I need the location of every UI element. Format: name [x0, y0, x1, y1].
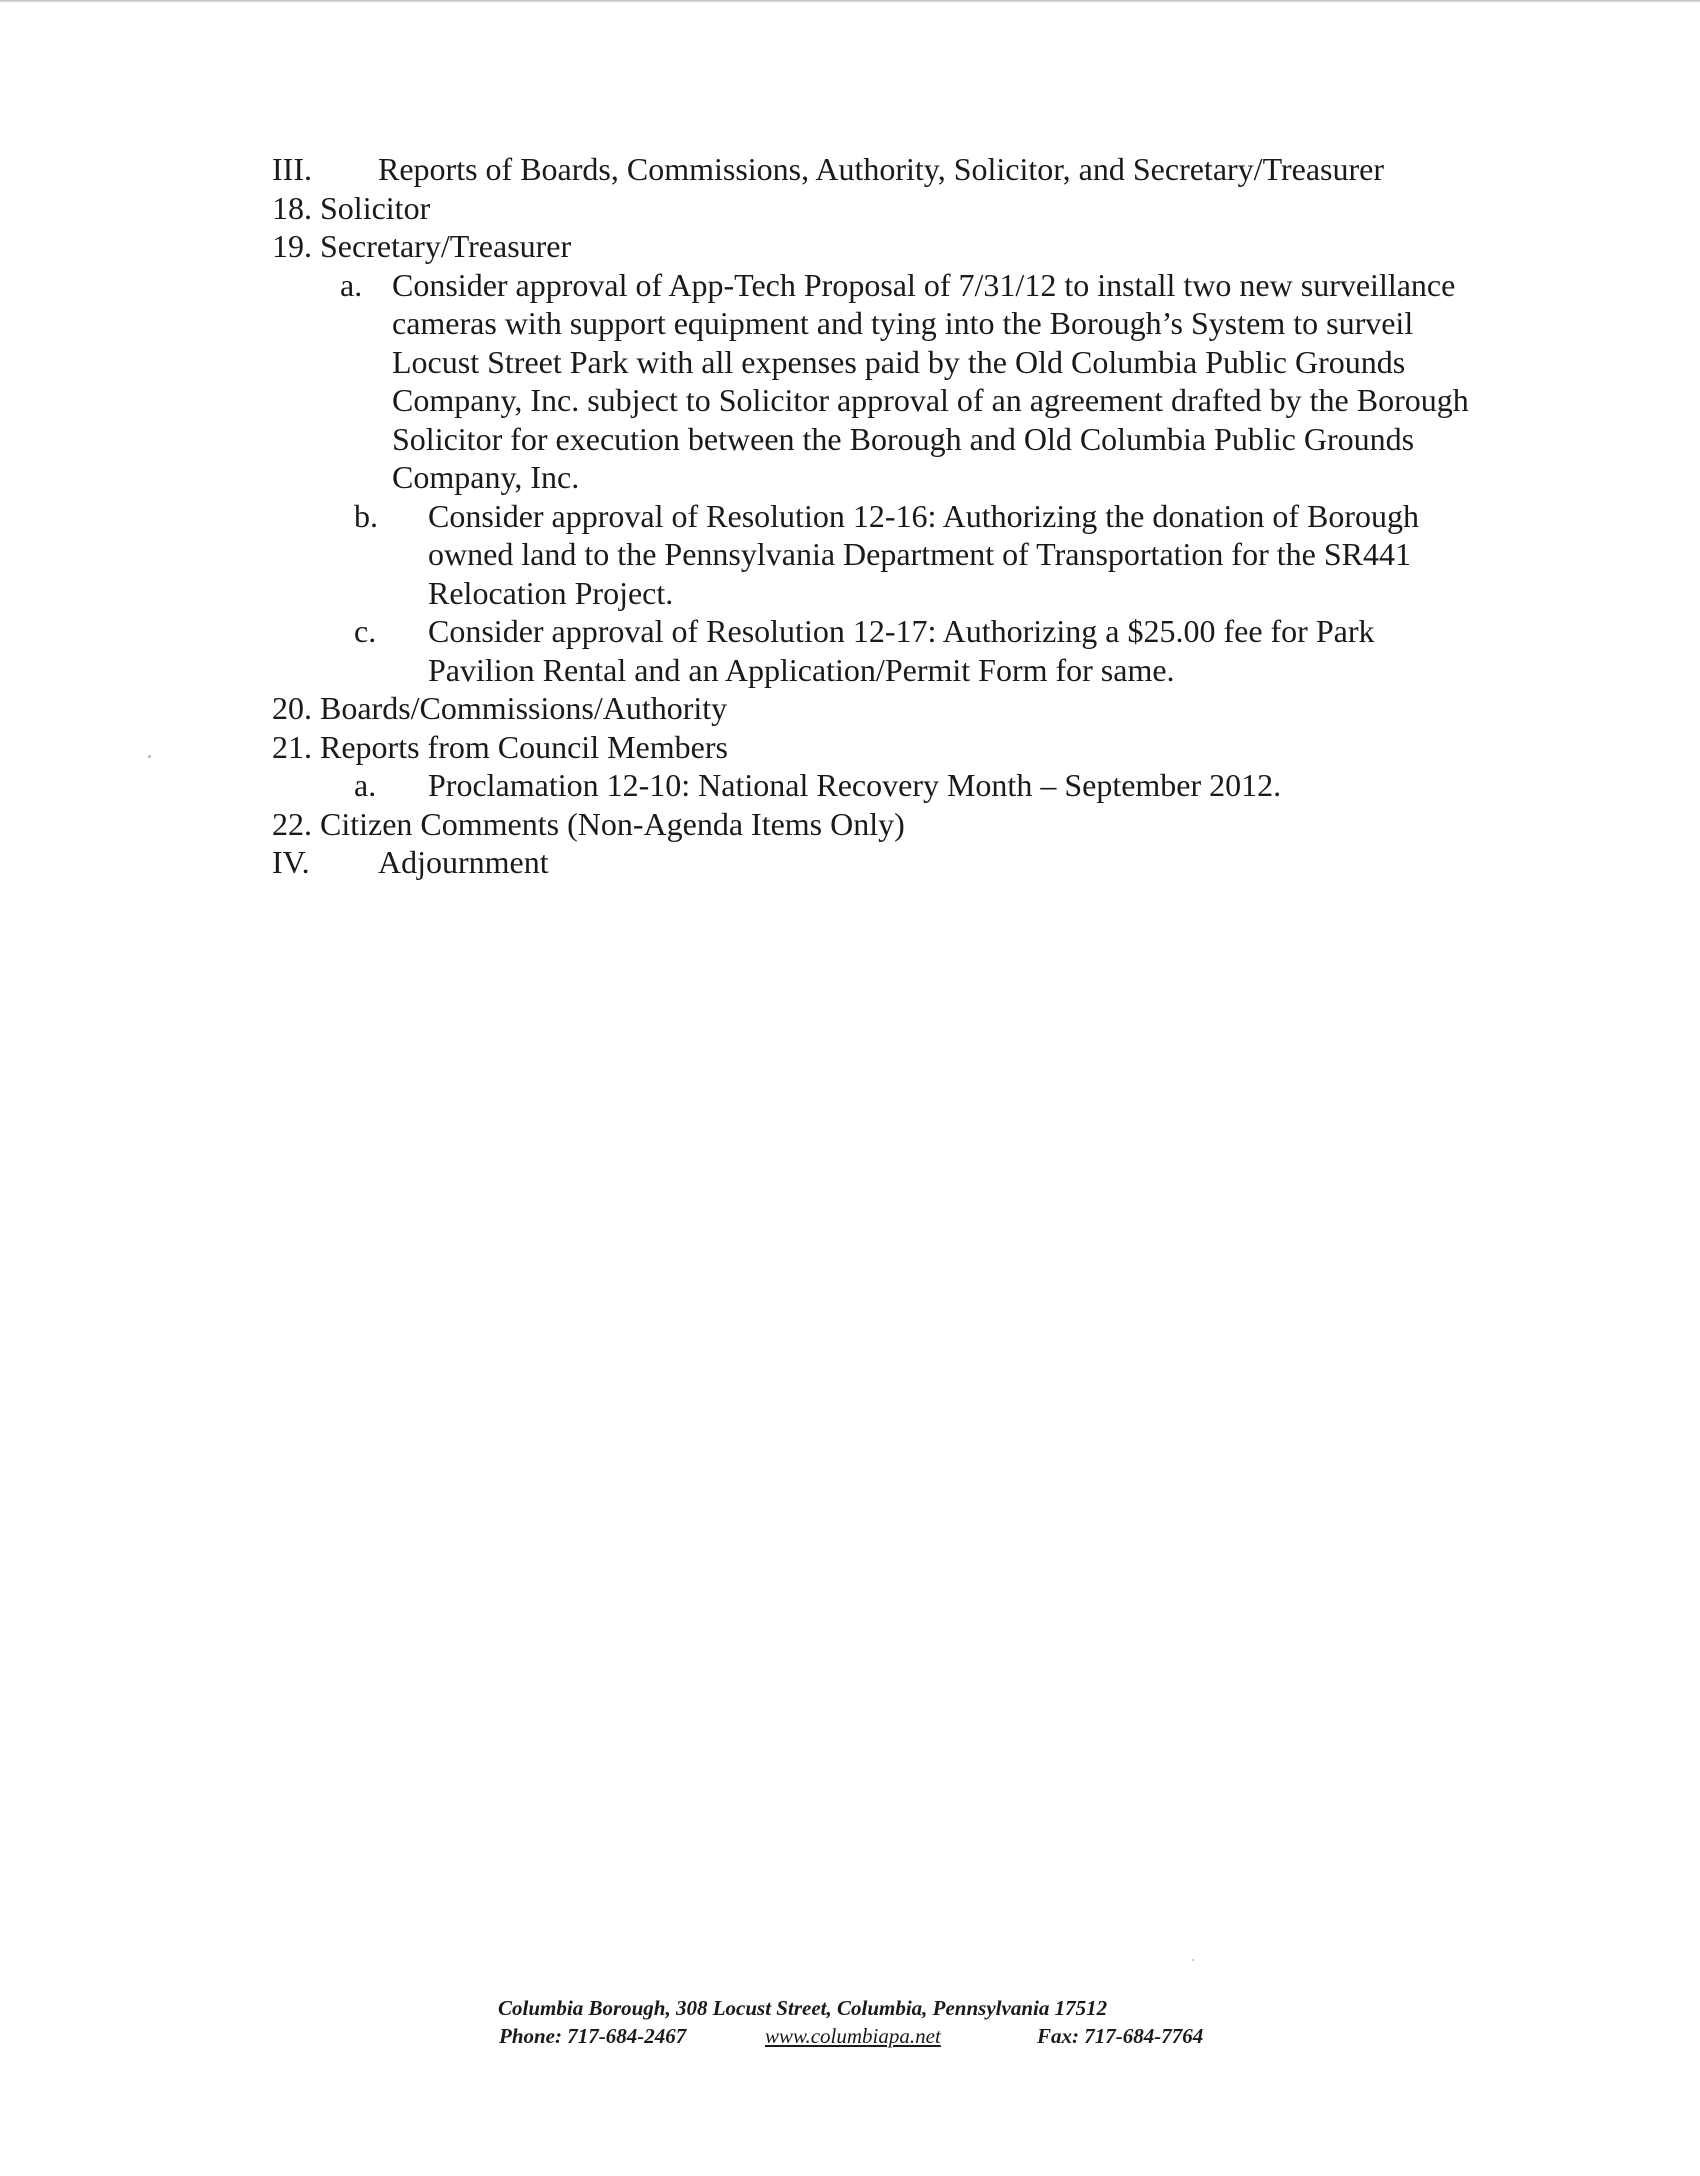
agenda-item-19b-letter: b. — [354, 497, 378, 534]
agenda-item-20 — [0, 689, 1700, 728]
scan-speck — [148, 755, 151, 758]
footer-address: Columbia Borough, 308 Locust Street, Columbia, Pennsylvania 17512 — [498, 1996, 1108, 2020]
agenda-item-19a-line — [0, 420, 1700, 459]
agenda-item-19a-line — [0, 266, 1700, 305]
footer-contact-row — [0, 2022, 1700, 2050]
agenda-item-20-text: 20. Boards/Commissions/Authority — [272, 690, 728, 726]
section-iv-heading — [0, 843, 1700, 882]
agenda-item-19a-text: Locust Street Park with all expenses paid by the Old Columbia Public Grounds — [392, 343, 1406, 380]
agenda-item-21-text: 21. Reports from Council Members — [272, 728, 728, 765]
agenda-item-19c-line — [0, 612, 1700, 651]
agenda-item-19 — [0, 227, 1700, 266]
agenda-item-19a-text: Company, Inc. subject to Solicitor approval of an agreement drafted by the Borough — [392, 382, 1469, 418]
letterhead-footer — [0, 1994, 1700, 2050]
section-iv-title: Adjournment — [378, 844, 549, 880]
agenda-item-19a-line — [0, 458, 1700, 497]
scan-speck — [1192, 1959, 1194, 1961]
agenda-item-18 — [0, 189, 1700, 228]
agenda-item-19a-text: Consider approval of App-Tech Proposal of 7/31/12 to install two new surveillance — [392, 266, 1456, 303]
agenda-item-21 — [0, 728, 1700, 767]
agenda-item-19b-text: Relocation Project. — [428, 574, 674, 611]
agenda-item-18-text: 18. Solicitor — [272, 189, 431, 226]
footer-website-link[interactable]: www.columbiapa.net — [765, 2024, 941, 2048]
agenda-item-19b-text: Consider approval of Resolution 12-16: Authorizing the donation of Borough — [428, 497, 1419, 534]
agenda-item-19a-letter: a. — [340, 266, 363, 303]
agenda-item-19a-text: Company, Inc. — [392, 459, 580, 495]
agenda-list — [0, 150, 1700, 882]
agenda-item-19a-line — [0, 343, 1700, 382]
agenda-item-19c-letter: c. — [354, 613, 377, 649]
section-iii-number: III. — [272, 151, 312, 187]
agenda-item-19a-text: Solicitor for execution between the Borough and Old Columbia Public Grounds — [392, 420, 1415, 457]
agenda-item-19b-line — [0, 497, 1700, 536]
agenda-item-19a-line — [0, 381, 1700, 420]
section-iii-heading — [0, 150, 1700, 189]
agenda-item-19b-text: owned land to the Pennsylvania Department of Transportation for the SR441 — [428, 536, 1411, 572]
scan-top-edge — [0, 0, 1700, 3]
section-iv-number: IV. — [272, 844, 310, 880]
agenda-item-19c-line — [0, 651, 1700, 690]
agenda-item-22 — [0, 805, 1700, 844]
agenda-item-19b-line — [0, 535, 1700, 574]
agenda-item-19a-line — [0, 304, 1700, 343]
agenda-item-21a-letter: a. — [354, 767, 377, 803]
agenda-item-19a-text: cameras with support equipment and tying into the Borough’s System to surveil — [392, 305, 1414, 341]
agenda-item-21a-text: Proclamation 12-10: National Recovery Month – September 2012. — [428, 767, 1282, 803]
footer-phone: Phone: 717-684-2467 — [499, 2024, 687, 2048]
agenda-item-22-text: 22. Citizen Comments (Non-Agenda Items Only) — [272, 805, 905, 842]
agenda-item-21a-line — [0, 766, 1700, 805]
footer-address-row — [0, 1994, 1700, 2022]
agenda-item-19c-text: Pavilion Rental and an Application/Permit Form for same. — [428, 651, 1175, 688]
agenda-item-19b-line — [0, 574, 1700, 613]
section-iii-title: Reports of Boards, Commissions, Authority, Solicitor, and Secretary/Treasurer — [378, 151, 1385, 187]
agenda-item-19c-text: Consider approval of Resolution 12-17: Authorizing a $25.00 fee for Park — [428, 613, 1375, 649]
agenda-item-19-text: 19. Secretary/Treasurer — [272, 228, 572, 264]
footer-fax: Fax: 717-684-7764 — [1037, 2024, 1204, 2048]
